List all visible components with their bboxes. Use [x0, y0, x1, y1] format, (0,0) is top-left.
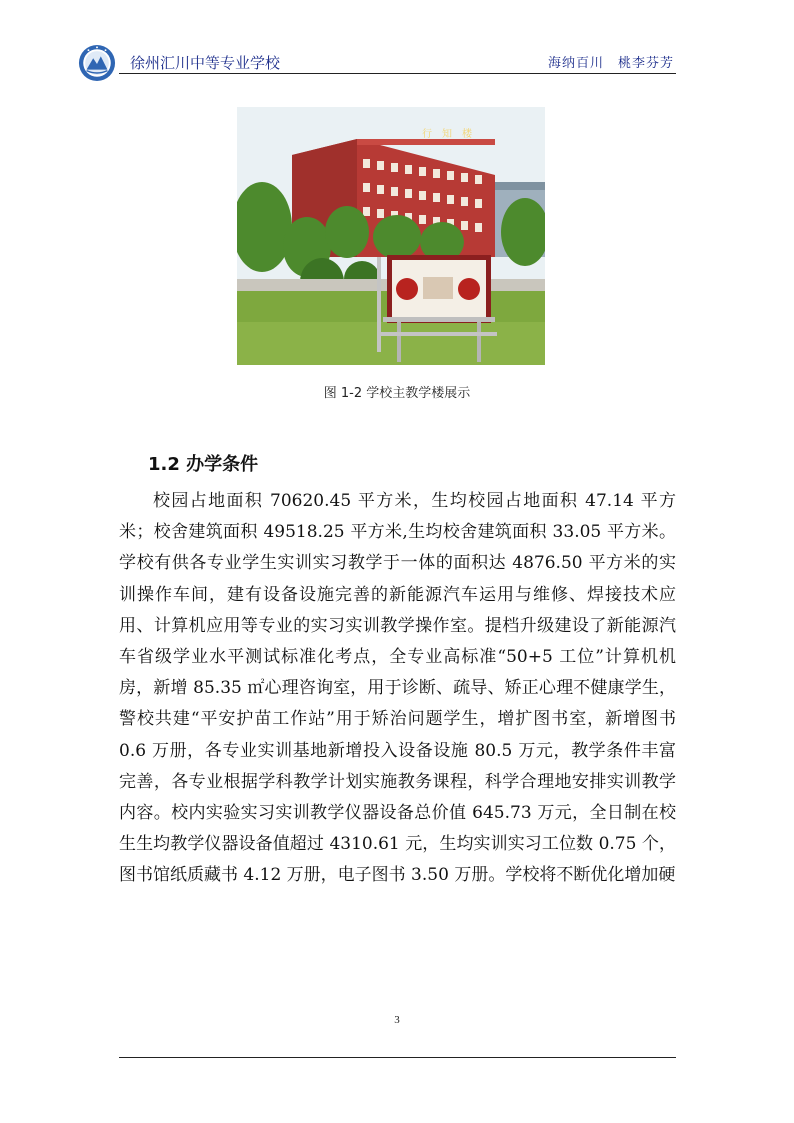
building-sign-text: 行 知 楼 [422, 129, 472, 140]
page-header [76, 40, 676, 74]
page-number: 3 [394, 1014, 400, 1026]
building-photo [237, 107, 545, 365]
section-title: 1.2 办学条件 [148, 454, 259, 475]
school-name: 徐州汇川中等专业学校 [130, 54, 281, 72]
figure-caption: 图 1-2 学校主教学楼展示 [323, 386, 471, 401]
footer-divider [119, 1057, 676, 1058]
body-paragraph: 校园占地面积 70620.45 平方米，生均校园占地面积 47.14 平方米；校舍建筑面积 49518.25 平方米,生均校舍建筑面积 33.05 平方米。学校有供各专业学生实训实习教学于一体的面积达 4876.50 平方米的实训操作车间，建有设备设施完善的新能源汽车运用与维修、焊接技术应用、计算机应用等专业的实习实训教学操作室。提档升级建设了新能源汽车省级学业水平测试标准化考点，全专业高标准“50+5 工位”计算机机房，新增 85.35 ㎡心理咨询室，用于诊断、疏导、矫正心理不健康学生，警校共建“平安护苗工作站”用于矫治问题学生，增扩图书室，新增图书 0.6 万册，各专业实训基地新增投入设备设施 80.5 万元，教学条件丰富完善，各专业根据学科教学计划实施教务课程，科学合理地安排实训教学内容。校内实验实习实训教学仪器设备总价值 645.73 万元，全日制在校生生均教学仪器设备值超过 4310.61 元，生均实训实习工位数 0.75 个，图书馆纸质藏书 4.12 万册，电子图书 3.50 万册。学校将不断优化增加硬 [119, 491, 676, 886]
school-motto: 海纳百川 桃李芬芳 [547, 56, 674, 71]
header-divider [119, 73, 676, 74]
school-logo-icon [78, 44, 116, 82]
section-body [119, 486, 676, 892]
